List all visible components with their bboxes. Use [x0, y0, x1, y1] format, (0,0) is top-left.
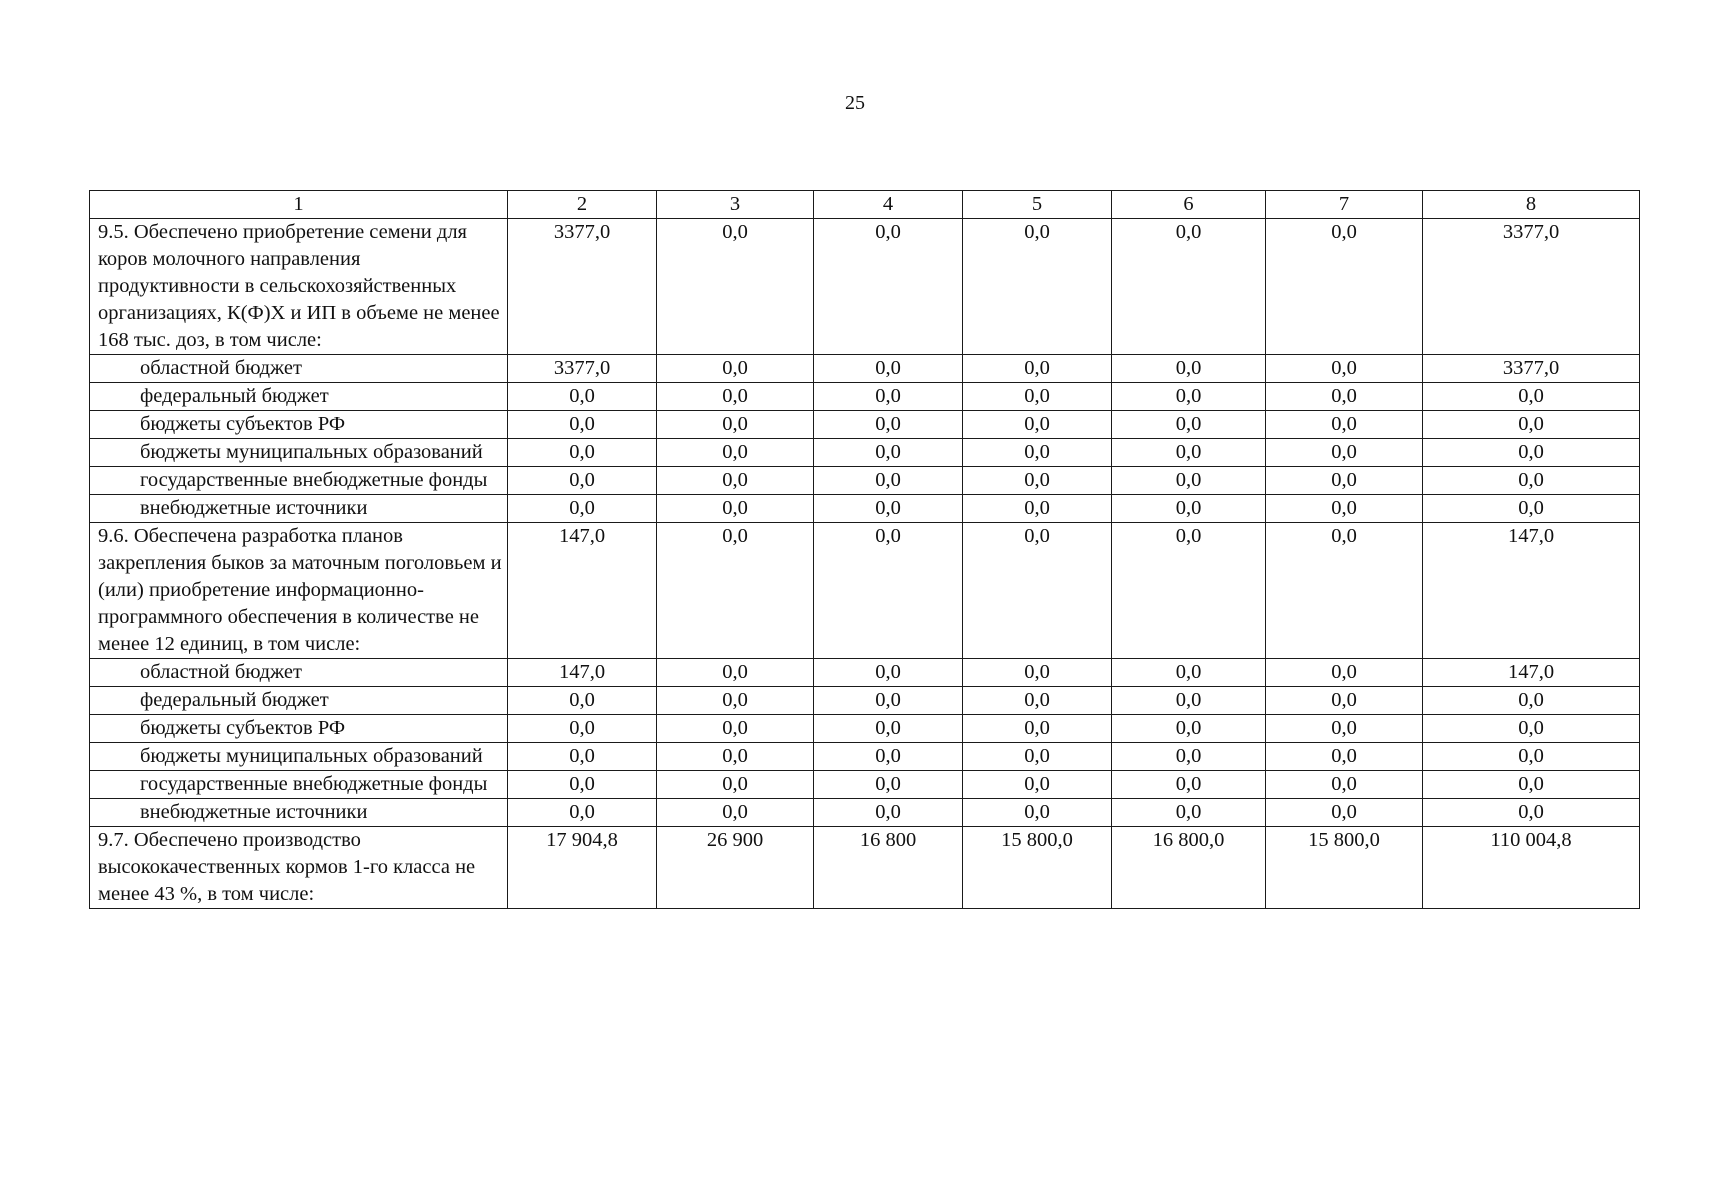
value-cell: 0,0: [963, 799, 1112, 827]
value-cell: 0,0: [657, 411, 814, 439]
value-cell: 0,0: [963, 495, 1112, 523]
value-cell: 0,0: [963, 743, 1112, 771]
value-cell: 0,0: [963, 715, 1112, 743]
value-cell: 0,0: [1266, 743, 1423, 771]
value-cell: 0,0: [1423, 715, 1640, 743]
value-cell: 0,0: [657, 659, 814, 687]
row-label: внебюджетные источники: [90, 799, 508, 827]
value-cell: 15 800,0: [963, 827, 1112, 909]
table-row-source: [90, 383, 1640, 411]
value-cell: 17 904,8: [508, 827, 657, 909]
value-cell: 0,0: [657, 799, 814, 827]
value-cell: 0,0: [814, 687, 963, 715]
value-cell: 0,0: [1266, 799, 1423, 827]
value-cell: 0,0: [508, 771, 657, 799]
table-row-section: [90, 219, 1640, 355]
value-cell: 0,0: [1266, 355, 1423, 383]
value-cell: 0,0: [1423, 411, 1640, 439]
row-label: федеральный бюджет: [90, 687, 508, 715]
table-body: [90, 191, 1640, 909]
value-cell: 0,0: [963, 771, 1112, 799]
row-label: федеральный бюджет: [90, 383, 508, 411]
value-cell: 0,0: [1112, 799, 1266, 827]
value-cell: 0,0: [1266, 771, 1423, 799]
value-cell: 0,0: [508, 467, 657, 495]
value-cell: 0,0: [1112, 771, 1266, 799]
value-cell: 3377,0: [508, 219, 657, 355]
value-cell: 0,0: [508, 715, 657, 743]
page-number: 25: [845, 92, 865, 114]
value-cell: 0,0: [1423, 439, 1640, 467]
value-cell: 0,0: [657, 439, 814, 467]
value-cell: 0,0: [963, 383, 1112, 411]
value-cell: 0,0: [1112, 495, 1266, 523]
value-cell: 0,0: [657, 383, 814, 411]
value-cell: 0,0: [1266, 659, 1423, 687]
value-cell: 0,0: [1266, 383, 1423, 411]
value-cell: 26 900: [657, 827, 814, 909]
row-label: 9.7. Обеспечено производство высококачественных кормов 1-го класса не менее 43 %, в том числе:: [90, 827, 508, 909]
value-cell: 0,0: [657, 771, 814, 799]
value-cell: 0,0: [508, 743, 657, 771]
table-row-source: [90, 715, 1640, 743]
value-cell: 0,0: [1112, 687, 1266, 715]
value-cell: 0,0: [1423, 495, 1640, 523]
header-cell: 5: [963, 191, 1112, 219]
value-cell: 0,0: [1423, 383, 1640, 411]
value-cell: 3377,0: [1423, 355, 1640, 383]
value-cell: 0,0: [1423, 467, 1640, 495]
value-cell: 0,0: [963, 411, 1112, 439]
row-label: государственные внебюджетные фонды: [90, 467, 508, 495]
value-cell: 0,0: [657, 523, 814, 659]
value-cell: 16 800: [814, 827, 963, 909]
value-cell: 0,0: [1266, 439, 1423, 467]
value-cell: 0,0: [1112, 411, 1266, 439]
value-cell: 0,0: [814, 219, 963, 355]
value-cell: 0,0: [814, 523, 963, 659]
value-cell: 0,0: [1266, 411, 1423, 439]
value-cell: 147,0: [1423, 659, 1640, 687]
value-cell: 0,0: [657, 219, 814, 355]
row-label: государственные внебюджетные фонды: [90, 771, 508, 799]
value-cell: 0,0: [1423, 687, 1640, 715]
row-label: бюджеты муниципальных образований: [90, 439, 508, 467]
row-label: 9.6. Обеспечена разработка планов закрепления быков за маточным поголовьем и (или) приобретение информационно-программного обеспечения в количестве не менее 12 единиц, в том числе:: [90, 523, 508, 659]
value-cell: 3377,0: [508, 355, 657, 383]
value-cell: 3377,0: [1423, 219, 1640, 355]
row-label: бюджеты субъектов РФ: [90, 715, 508, 743]
table-row-source: [90, 687, 1640, 715]
value-cell: 0,0: [963, 439, 1112, 467]
value-cell: 110 004,8: [1423, 827, 1640, 909]
value-cell: 0,0: [814, 659, 963, 687]
row-label: областной бюджет: [90, 355, 508, 383]
value-cell: 0,0: [814, 743, 963, 771]
value-cell: 0,0: [1266, 523, 1423, 659]
row-label: бюджеты муниципальных образований: [90, 743, 508, 771]
value-cell: 0,0: [657, 715, 814, 743]
value-cell: 0,0: [1112, 523, 1266, 659]
value-cell: 16 800,0: [1112, 827, 1266, 909]
budget-table: [89, 190, 1640, 909]
value-cell: 0,0: [508, 383, 657, 411]
value-cell: 0,0: [1266, 467, 1423, 495]
table-row-section: [90, 827, 1640, 909]
value-cell: 0,0: [1112, 355, 1266, 383]
value-cell: 147,0: [508, 659, 657, 687]
header-row: [90, 191, 1640, 219]
value-cell: 0,0: [1266, 495, 1423, 523]
value-cell: 0,0: [963, 219, 1112, 355]
value-cell: 0,0: [1423, 743, 1640, 771]
value-cell: 0,0: [814, 355, 963, 383]
row-label: бюджеты субъектов РФ: [90, 411, 508, 439]
value-cell: 147,0: [508, 523, 657, 659]
value-cell: 0,0: [1423, 771, 1640, 799]
table-row-source: [90, 495, 1640, 523]
value-cell: 0,0: [814, 715, 963, 743]
header-cell: 3: [657, 191, 814, 219]
value-cell: 0,0: [1112, 439, 1266, 467]
value-cell: 0,0: [814, 467, 963, 495]
header-cell: 6: [1112, 191, 1266, 219]
header-cell: 8: [1423, 191, 1640, 219]
value-cell: 0,0: [508, 411, 657, 439]
value-cell: 0,0: [814, 495, 963, 523]
table-row-source: [90, 743, 1640, 771]
table-row-source: [90, 411, 1640, 439]
value-cell: 0,0: [657, 495, 814, 523]
value-cell: 0,0: [508, 495, 657, 523]
value-cell: 0,0: [1112, 219, 1266, 355]
value-cell: 0,0: [1112, 659, 1266, 687]
value-cell: 0,0: [1112, 383, 1266, 411]
table-row-source: [90, 355, 1640, 383]
value-cell: 0,0: [1112, 743, 1266, 771]
value-cell: 0,0: [1266, 715, 1423, 743]
value-cell: 0,0: [657, 355, 814, 383]
table-row-section: [90, 523, 1640, 659]
table-row-source: [90, 771, 1640, 799]
row-label: внебюджетные источники: [90, 495, 508, 523]
row-label: 9.5. Обеспечено приобретение семени для коров молочного направления продуктивности в сельскохозяйственных организациях, К(Ф)Х и ИП в объеме не менее 168 тыс. доз, в том числе:: [90, 219, 508, 355]
value-cell: 0,0: [814, 771, 963, 799]
value-cell: 0,0: [1112, 467, 1266, 495]
header-cell: 1: [90, 191, 508, 219]
value-cell: 0,0: [1423, 799, 1640, 827]
value-cell: 147,0: [1423, 523, 1640, 659]
value-cell: 0,0: [814, 411, 963, 439]
value-cell: 0,0: [1266, 219, 1423, 355]
value-cell: 0,0: [963, 523, 1112, 659]
header-cell: 4: [814, 191, 963, 219]
table-row-source: [90, 659, 1640, 687]
value-cell: 0,0: [657, 687, 814, 715]
value-cell: 0,0: [814, 799, 963, 827]
row-label: областной бюджет: [90, 659, 508, 687]
table-row-source: [90, 467, 1640, 495]
value-cell: 0,0: [814, 439, 963, 467]
value-cell: 15 800,0: [1266, 827, 1423, 909]
value-cell: 0,0: [1266, 687, 1423, 715]
header-cell: 7: [1266, 191, 1423, 219]
value-cell: 0,0: [657, 743, 814, 771]
header-cell: 2: [508, 191, 657, 219]
value-cell: 0,0: [508, 687, 657, 715]
value-cell: 0,0: [508, 439, 657, 467]
value-cell: 0,0: [963, 355, 1112, 383]
value-cell: 0,0: [508, 799, 657, 827]
table-row-source: [90, 439, 1640, 467]
value-cell: 0,0: [963, 687, 1112, 715]
value-cell: 0,0: [963, 467, 1112, 495]
table-row-source: [90, 799, 1640, 827]
value-cell: 0,0: [963, 659, 1112, 687]
value-cell: 0,0: [1112, 715, 1266, 743]
value-cell: 0,0: [657, 467, 814, 495]
value-cell: 0,0: [814, 383, 963, 411]
